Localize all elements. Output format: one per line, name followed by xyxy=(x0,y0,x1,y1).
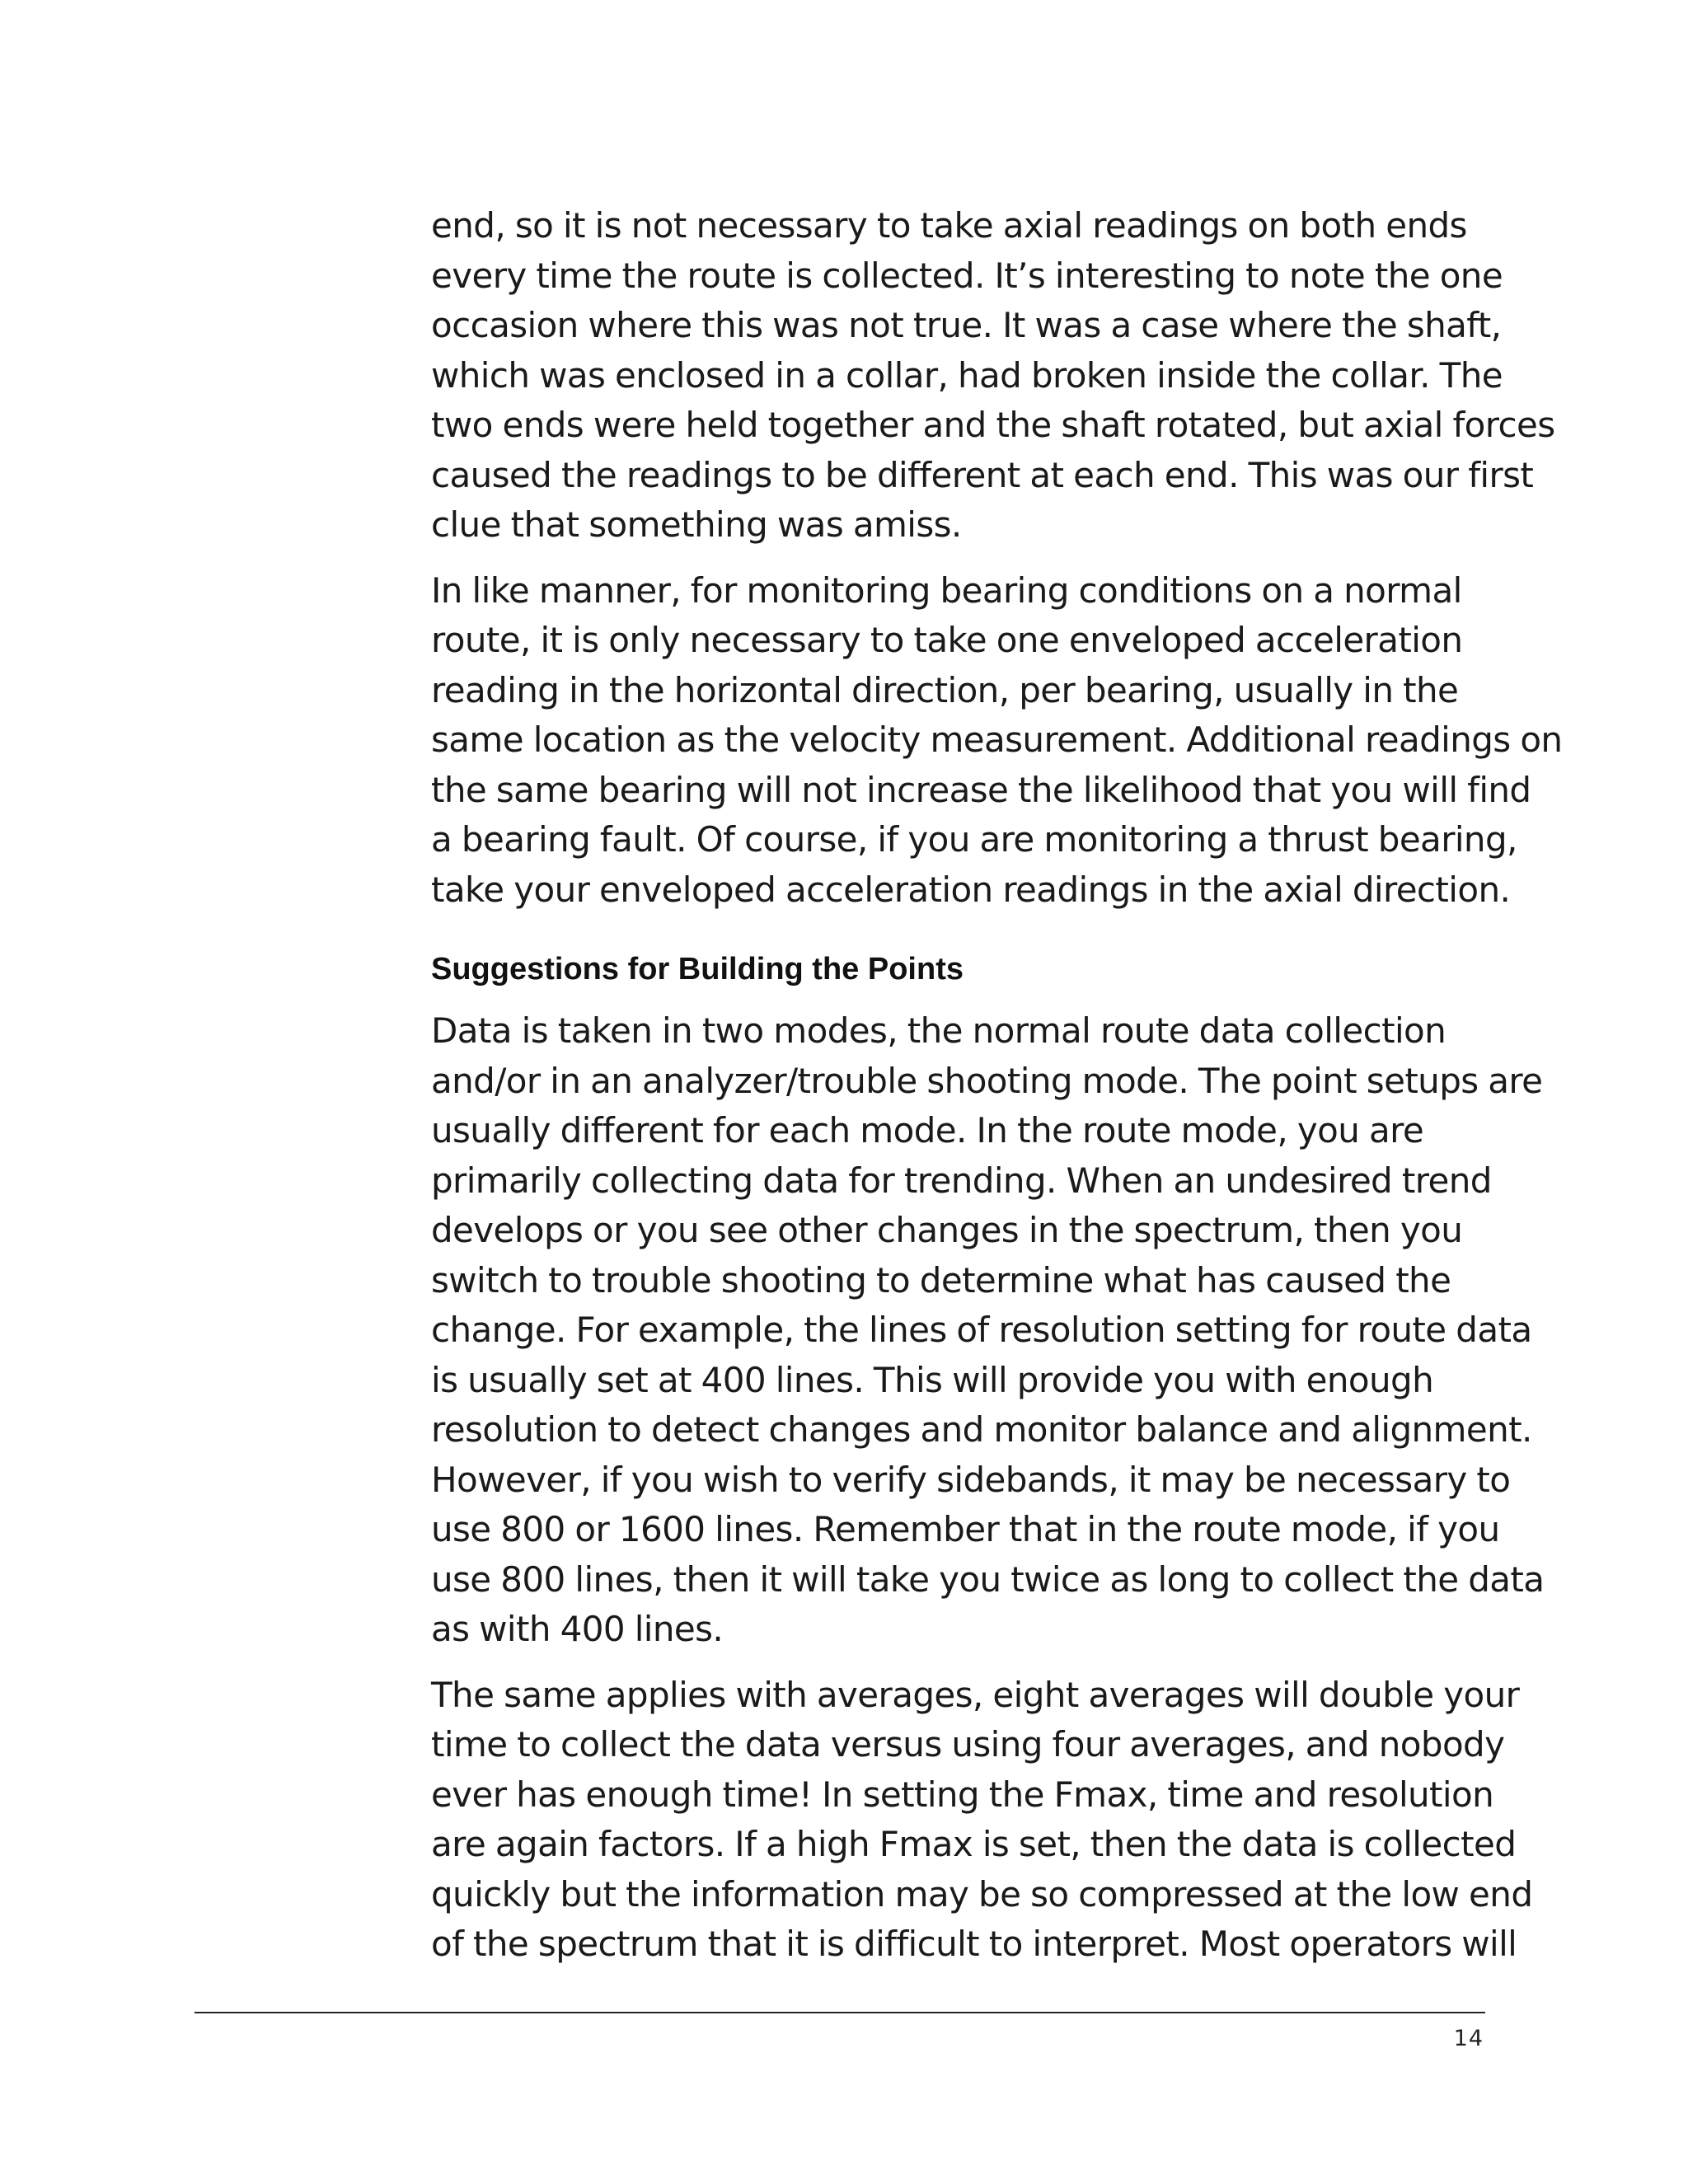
text-line: change. For example, the lines of resolution setting for route data xyxy=(431,1310,1532,1350)
text-line: a bearing fault. Of course, if you are monitoring a thrust bearing, xyxy=(431,819,1517,860)
text-line: of the spectrum that it is difficult to interpret. Most operators will xyxy=(431,1924,1517,1964)
text-line: quickly but the information may be so compressed at the low end xyxy=(431,1873,1533,1915)
text-line: are again factors. If a high Fmax is set, then the data is collected xyxy=(431,1824,1517,1864)
text-line: route, it is only necessary to take one enveloped acceleration xyxy=(431,620,1463,660)
text-line: which was enclosed in a collar, had broken inside the collar. The xyxy=(431,354,1503,396)
text-line: primarily collecting data for trending. When an undesired trend xyxy=(431,1160,1492,1201)
text-line: reading in the horizontal direction, per bearing, usually in the xyxy=(431,669,1459,710)
paragraph-averages-fmax xyxy=(431,1671,1533,1970)
footer-rule xyxy=(195,2012,1485,2013)
text-line: end, so it is not necessary to take axial readings on both ends xyxy=(431,205,1467,246)
text-line: as with 400 lines. xyxy=(431,1609,724,1649)
text-line: the same bearing will not increase the likelihood that you will find xyxy=(431,769,1531,810)
text-line: The same applies with averages, eight averages will double your xyxy=(431,1674,1520,1715)
text-line: resolution to detect changes and monitor balance and alignment. xyxy=(431,1409,1532,1450)
text-line: In like manner, for monitoring bearing conditions on a normal xyxy=(431,569,1462,611)
text-line: two ends were held together and the shaft rotated, but axial forces xyxy=(431,405,1555,445)
text-line: and/or in an analyzer/trouble shooting mode. The point setups are xyxy=(431,1060,1543,1101)
text-line: every time the route is collected. It’s interesting to note the one xyxy=(431,255,1503,296)
page-number: 14 xyxy=(1453,2026,1484,2051)
text-line: use 800 lines, then it will take you twice as long to collect the data xyxy=(431,1558,1545,1600)
text-line: clue that something was amiss. xyxy=(431,504,962,545)
paragraph-data-modes xyxy=(431,1006,1545,1655)
body-text xyxy=(431,201,1563,1970)
paragraph-bearing-conditions xyxy=(431,566,1563,916)
text-line: usually different for each mode. In the route mode, you are xyxy=(431,1110,1424,1151)
text-line: However, if you wish to verify sidebands, it may be necessary to xyxy=(431,1459,1511,1500)
text-line: ever has enough time! In setting the Fmax, time and resolution xyxy=(431,1774,1494,1815)
text-line: caused the readings to be different at each end. This was our first xyxy=(431,454,1534,495)
text-line: Data is taken in two modes, the normal route data collection xyxy=(431,1010,1447,1051)
text-line: occasion where this was not true. It was a case where the shaft, xyxy=(431,305,1502,345)
text-line: same location as the velocity measurement. Additional readings on xyxy=(431,719,1563,760)
text-line: take your enveloped acceleration readings in the axial direction. xyxy=(431,869,1511,910)
text-line: develops or you see other changes in the spectrum, then you xyxy=(431,1210,1463,1250)
text-line: time to collect the data versus using four averages, and nobody xyxy=(431,1724,1505,1765)
section-heading: Suggestions for Building the Points xyxy=(431,952,964,987)
text-line: switch to trouble shooting to determine what has caused the xyxy=(431,1259,1451,1301)
text-line: use 800 or 1600 lines. Remember that in the route mode, if you xyxy=(431,1509,1500,1549)
paragraph-axial-readings xyxy=(431,201,1555,551)
text-line: is usually set at 400 lines. This will provide you with enough xyxy=(431,1359,1434,1400)
